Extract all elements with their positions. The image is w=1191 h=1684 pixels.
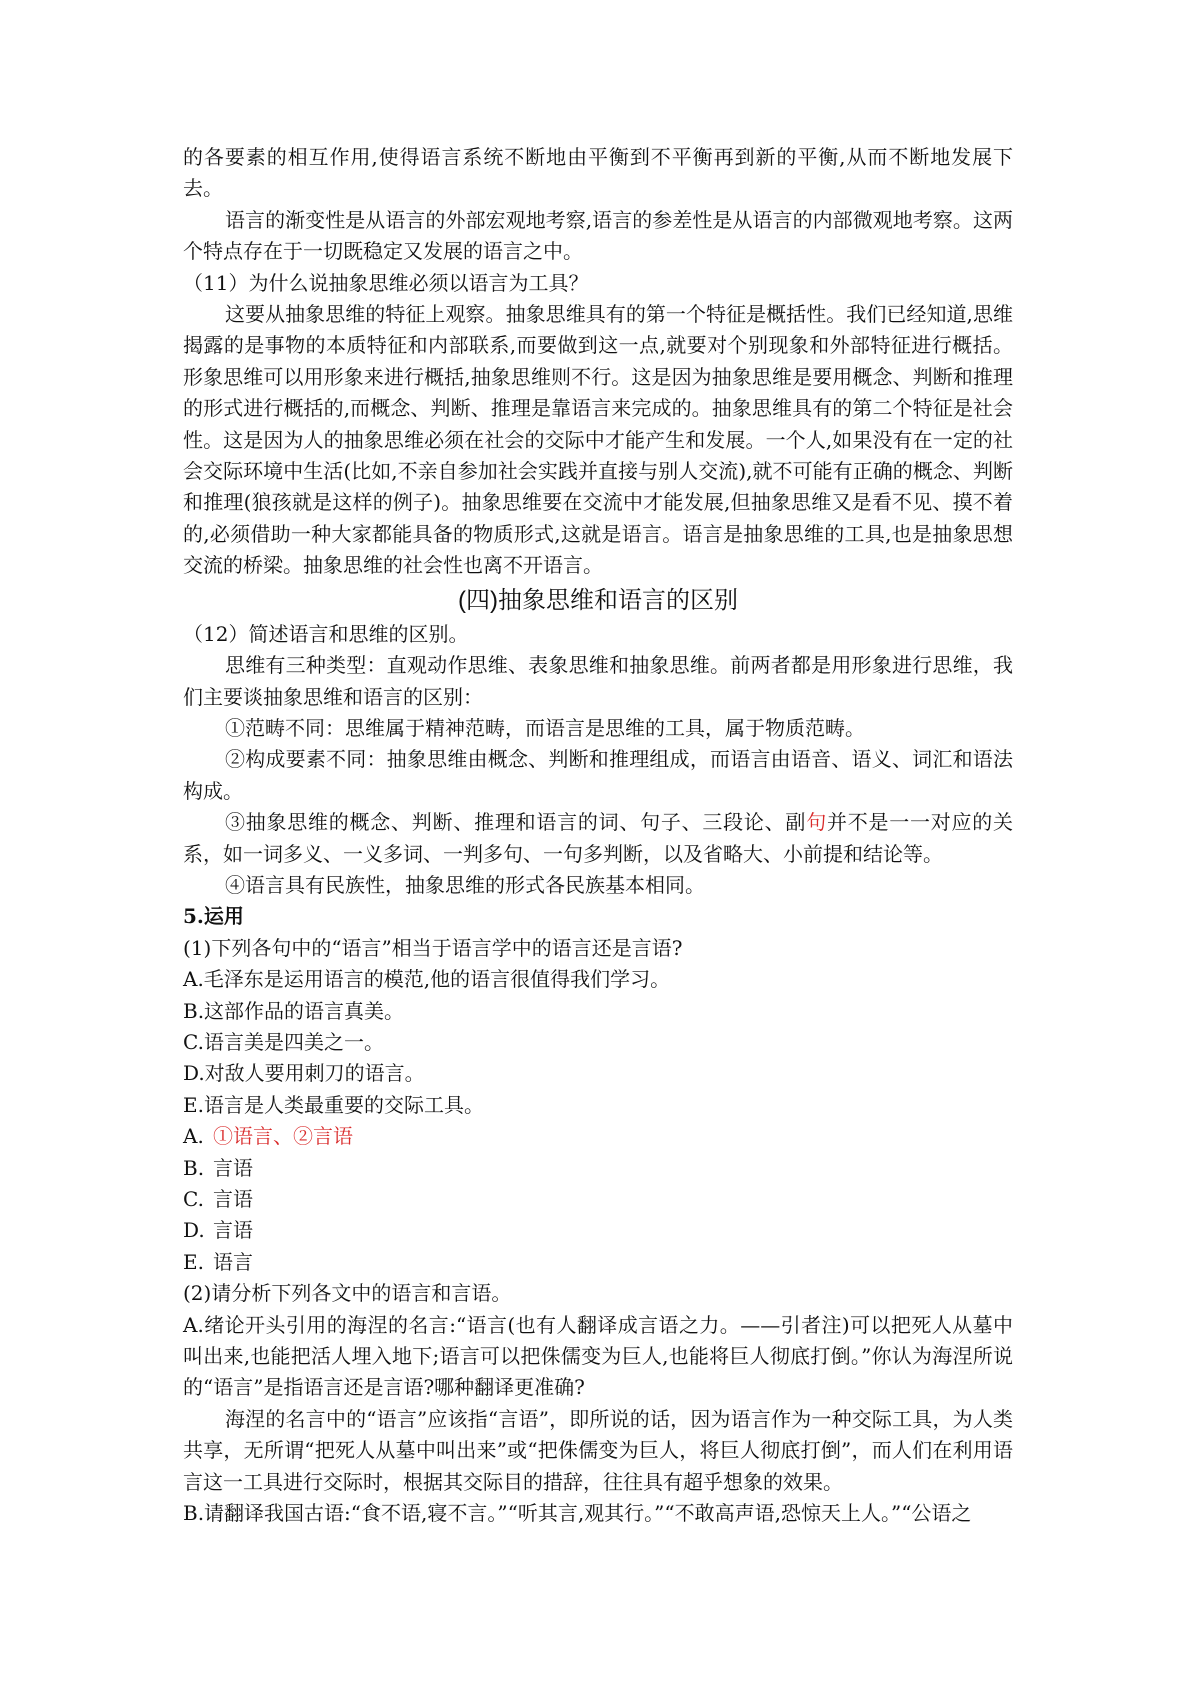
answer-e [183,1247,1013,1278]
answer-label: B. [183,1155,205,1180]
question-5-2: (2)请分析下列各文中的语言和言语。 [183,1281,512,1306]
answer-text: 言语 [213,1187,253,1211]
point-3-text-a: ③抽象思维的概念、判断、推理和语言的词、句子、三段论、副 [225,810,807,835]
question-5-1-item-a: A.毛泽东是运用语言的模范,他的语言很值得我们学习。 [183,967,671,992]
paragraph-continuation: 的各要素的相互作用,使得语言系统不断地由平衡到不平衡再到新的平衡,从而不断地发展下去。 [183,145,1013,201]
answer-text: 语言 [213,1249,253,1274]
answer-12-point-3 [183,807,1013,870]
answer-b [183,1153,1013,1184]
answer-5-2-a: 海涅的名言中的“语言”应该指“言语”，即所说的话，因为语言作为一种交际工具，为人类共享，无所谓“把死人从墓中叫出来”或“把侏儒变为巨人，将巨人彻底打倒”，而人们在利用语言这一工具进行交际时，根据其交际目的措辞，往往具有超乎想象的效果。 [183,1406,1013,1494]
question-5-1-item-d: D.对敌人要用刺刀的语言。 [183,1061,425,1086]
question-5-1-item-c: C.语言美是四美之一。 [183,1029,384,1054]
document-page [183,142,1013,1529]
question-5-2-b: B.请翻译我国古语:“食不语,寝不言。”“听其言,观其行。”“不敢高声语,恐惊天上人。”“公语之 [183,1501,972,1526]
answer-d [183,1215,1013,1246]
answer-12-point-1: ①范畴不同：思维属于精神范畴，而语言是思维的工具，属于物质范畴。 [225,715,865,740]
point-3-highlight: 句 [806,810,827,835]
answer-label: E. [183,1249,204,1274]
paragraph-gradualness: 语言的渐变性是从语言的外部宏观地考察,语言的参差性是从语言的内部微观地考察。这两个特点存在于一切既稳定又发展的语言之中。 [183,207,1013,264]
question-5-2-a: A.绪论开头引用的海涅的名言:“语言(也有人翻译成言语之力。——引者注)可以把死人从墓中叫出来,也能把活人埋入地下;语言可以把侏儒变为巨人,也能将巨人彻底打倒。”你认为海涅所说的“语言”是指语言还是言语?哪种翻译更准确? [183,1312,1013,1400]
question-5-1-item-b: B.这部作品的语言真美。 [183,998,405,1023]
answer-text: 言语 [213,1218,253,1243]
answer-a [183,1121,1013,1152]
answer-12-intro: 思维有三种类型：直观动作思维、表象思维和抽象思维。前两者都是用形象进行思维，我们主要谈抽象思维和语言的区别： [183,653,1013,709]
answer-text: 言语 [213,1155,253,1180]
section-5-title: 5.运用 [183,904,244,929]
answer-label: C. [183,1187,204,1211]
answer-12-point-4: ④语言具有民族性，抽象思维的形式各民族基本相同。 [225,872,705,897]
answer-12-point-2: ②构成要素不同：抽象思维由概念、判断和推理组成，而语言由语音、语义、词汇和语法构成。 [183,747,1013,803]
question-5-1: (1)下列各句中的“语言”相当于语言学中的语言还是言语? [183,935,683,960]
answer-label: A. [183,1124,204,1149]
answer-11: 这要从抽象思维的特征上观察。抽象思维具有的第一个特征是概括性。我们已经知道,思维揭露的是事物的本质特征和内部联系,而要做到这一点,就要对个别现象和外部特征进行概括。形象思维可以用形象来进行概括,抽象思维则不行。这是因为抽象思维是要用概念、判断和推理的形式进行概括的,而概念、判断、推理是靠语言来完成的。抽象思维具有的第二个特征是社会性。这是因为人的抽象思维必须在社会的交际中才能产生和发展。一个人,如果没有在一定的社会交际环境中生活(比如,不亲自参加社会实践并直接与别人交流),就不可能有正确的概念、判断和推理(狼孩就是这样的例子)。抽象思维要在交流中才能发展,但抽象思维又是看不见、摸不着的,必须借助一种大家都能具备的物质形式,这就是语言。语言是抽象思维的工具,也是抽象思想交流的桥梁。抽象思维的社会性也离不开语言。 [183,302,1013,578]
answer-c [183,1184,1013,1215]
question-5-1-item-e: E.语言是人类最重要的交际工具。 [183,1092,484,1117]
question-11: （11）为什么说抽象思维必须以语言为工具？ [183,270,589,295]
question-12: （12）简述语言和思维的区别。 [183,621,469,646]
answer-text: ①语言、②言语 [213,1124,353,1149]
section-heading-4: (四)抽象思维和语言的区别 [458,586,738,614]
answer-label: D. [183,1218,205,1243]
point-3-text-b: 并不是一一对应的关系，如一词多义、一义多词、一判多句、一句多判断，以及省略大、小前提和结论等。 [183,810,1014,866]
